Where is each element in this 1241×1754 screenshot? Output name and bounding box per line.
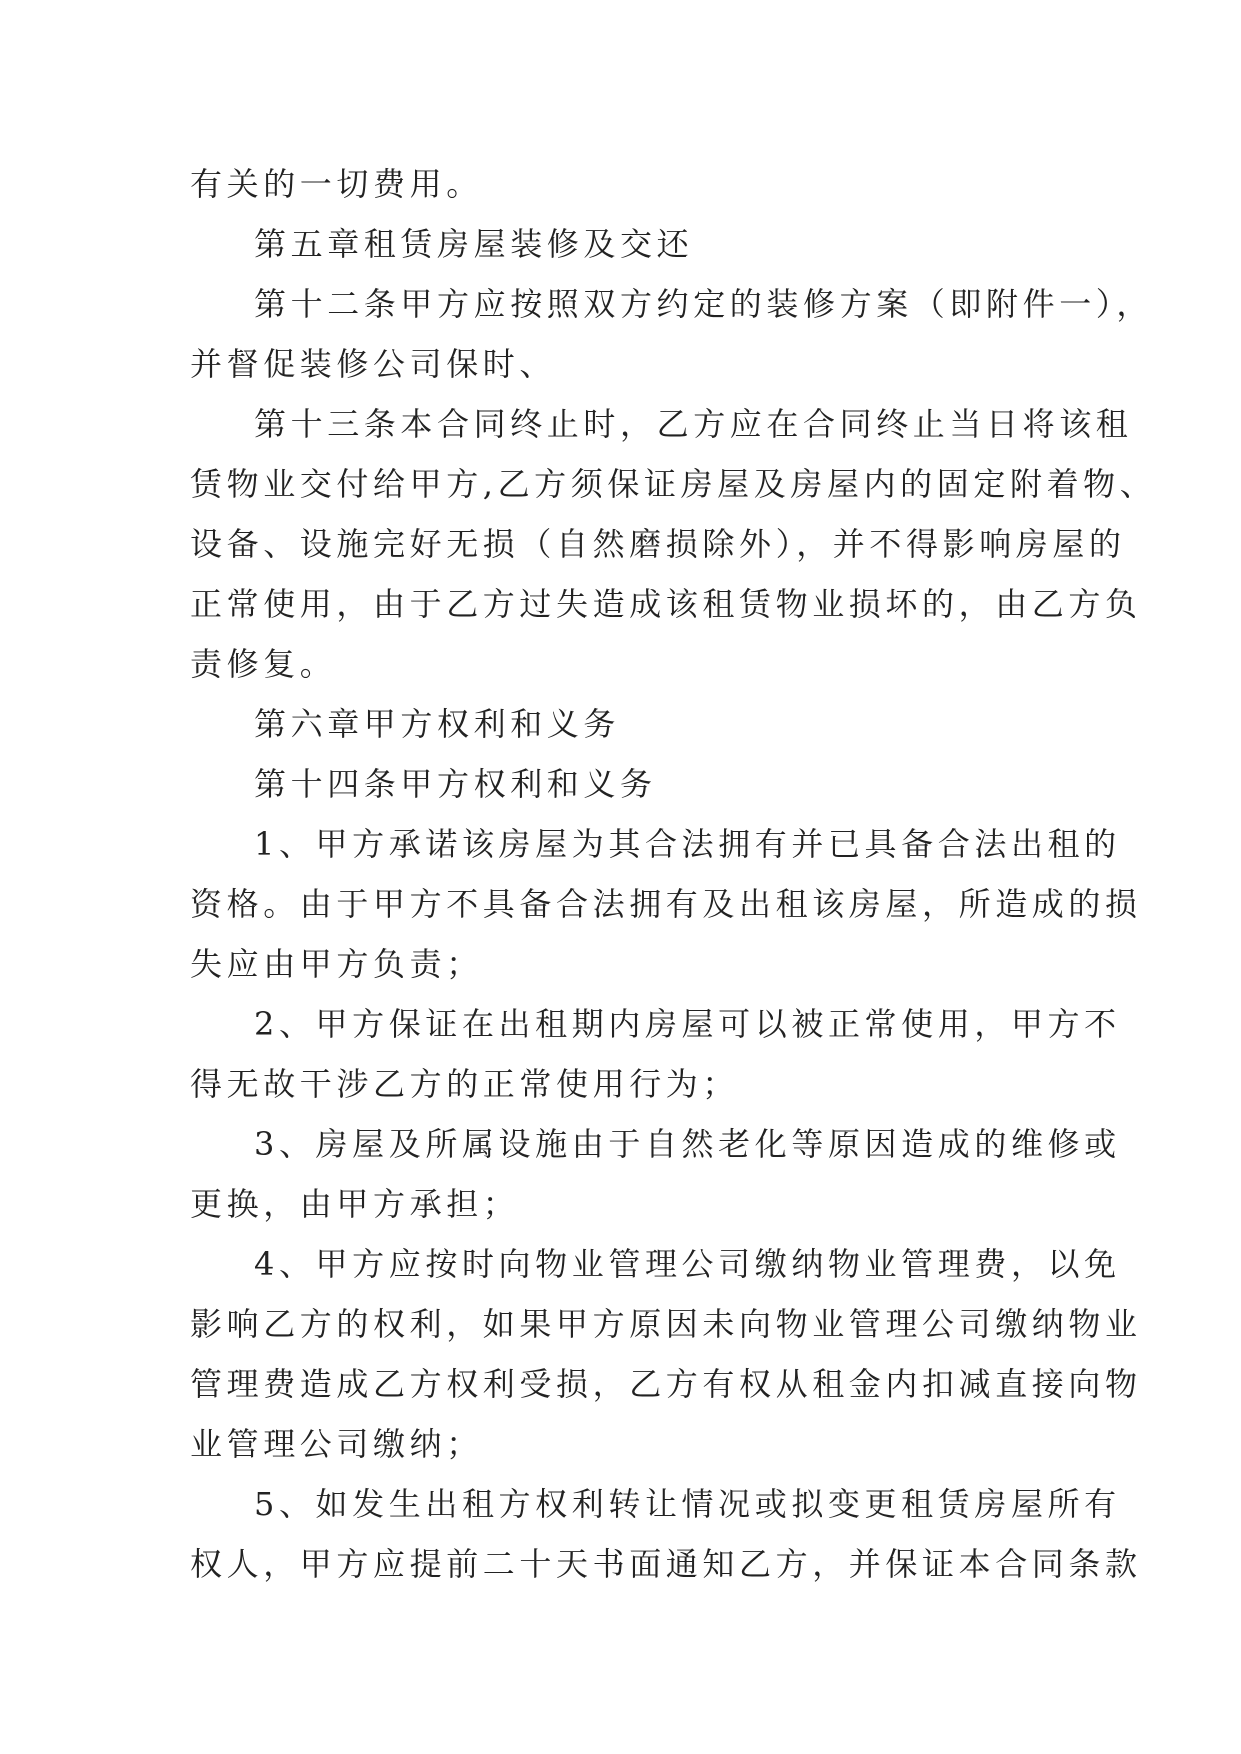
text-line: 业管理公司缴纳； <box>190 1425 483 1463</box>
text-line: 正常使用，由于乙方过失造成该租赁物业损坏的，由乙方负 <box>190 585 1142 623</box>
document-body <box>190 154 1157 1594</box>
text-line: 2、甲方保证在出租期内房屋可以被正常使用，甲方不 <box>254 1005 1121 1043</box>
text-line: 责修复。 <box>190 645 337 683</box>
text-line: 1、甲方承诺该房屋为其合法拥有并已具备合法出租的 <box>254 825 1121 863</box>
text-line: 5、如发生出租方权利转让情况或拟变更租赁房屋所有 <box>254 1485 1121 1523</box>
text-line: 3、房屋及所属设施由于自然老化等原因造成的维修或 <box>254 1125 1121 1163</box>
text-line: 有关的一切费用。 <box>190 165 483 203</box>
text-line: 资格。由于甲方不具备合法拥有及出租该房屋，所造成的损 <box>190 885 1142 923</box>
text-line: 权人，甲方应提前二十天书面通知乙方，并保证本合同条款 <box>190 1545 1142 1583</box>
text-line: 影响乙方的权利，如果甲方原因未向物业管理公司缴纳物业 <box>190 1305 1142 1343</box>
text-line: 更换，由甲方承担； <box>190 1185 520 1223</box>
text-line: 第十二条甲方应按照双方约定的装修方案（即附件一）， <box>254 285 1154 323</box>
text-line: 得无故干涉乙方的正常使用行为； <box>190 1065 740 1103</box>
chapter-heading: 第五章租赁房屋装修及交还 <box>254 225 694 263</box>
text-line: 失应由甲方负责； <box>190 945 483 983</box>
chapter-heading: 第六章甲方权利和义务 <box>254 705 621 743</box>
text-line: 并督促装修公司保时、 <box>190 345 557 383</box>
text-line: 管理费造成乙方权利受损，乙方有权从租金内扣减直接向物 <box>190 1365 1142 1403</box>
text-line: 赁物业交付给甲方,乙方须保证房屋及房屋内的固定附着物、 <box>190 465 1157 503</box>
text-line: 第十三条本合同终止时，乙方应在合同终止当日将该租 <box>254 405 1133 443</box>
text-line: 设备、设施完好无损（自然磨损除外），并不得影响房屋的 <box>190 525 1126 563</box>
article-heading: 第十四条甲方权利和义务 <box>254 765 657 803</box>
text-line: 4、甲方应按时向物业管理公司缴纳物业管理费，以免 <box>254 1245 1121 1283</box>
